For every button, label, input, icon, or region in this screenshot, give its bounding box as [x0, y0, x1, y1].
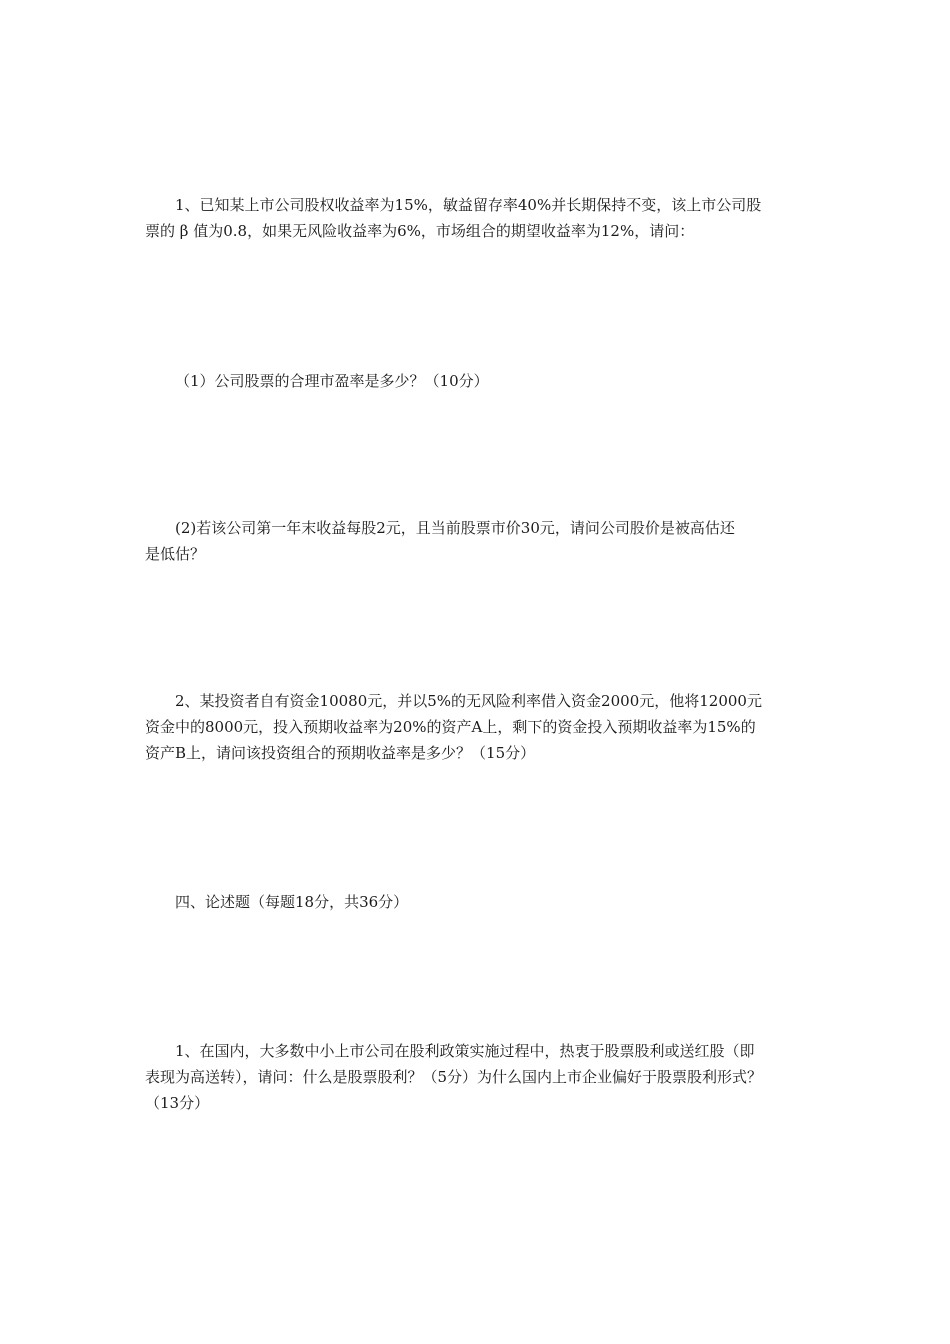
- question-1-line-1: 1、已知某上市公司股权收益率为15%，敏益留存率40%并长期保持不变，该上市公司股: [175, 196, 762, 214]
- question-1-part-2-line-1: (2)若该公司第一年末收益每股2元，且当前股票市价30元，请问公司股价是被高估还: [175, 519, 735, 537]
- question-1-line-2: 票的 β 值为0.8，如果无风险收益率为6%，市场组合的期望收益率为12%，请问：: [145, 222, 695, 240]
- question-1-part-2: [145, 515, 810, 567]
- question-1-part-1: [145, 368, 810, 394]
- question-2-line-3: 资产B上，请问该投资组合的预期收益率是多少？（15分）: [145, 744, 536, 762]
- essay-question-1-line-1: 1、在国内，大多数中小上市公司在股利政策实施过程中，热衷于股票股利或送红股（即: [175, 1042, 755, 1060]
- essay-question-1: [145, 1038, 810, 1116]
- essay-question-1-line-2: 表现为高送转），请问：什么是股票股利？（5分）为什么国内上市企业偏好于股票股利形式？: [145, 1068, 763, 1086]
- question-1-stem: [145, 192, 810, 244]
- question-2: [145, 688, 810, 766]
- section-4-heading-text: 四、论述题（每题18分，共36分）: [175, 893, 409, 911]
- question-1-part-1-line-1: （1）公司股票的合理市盈率是多少？（10分）: [175, 372, 489, 390]
- question-2-line-2: 资金中的8000元，投入预期收益率为20%的资产A上，剩下的资金投入预期收益率为15%的: [145, 718, 756, 736]
- question-1-part-2-line-2: 是低估？: [145, 545, 206, 563]
- essay-question-1-line-3: （13分）: [145, 1094, 210, 1112]
- question-2-line-1: 2、某投资者自有资金10080元，并以5%的无风险利率借入资金2000元，他将12000元: [175, 692, 762, 710]
- section-4-heading: [145, 889, 810, 915]
